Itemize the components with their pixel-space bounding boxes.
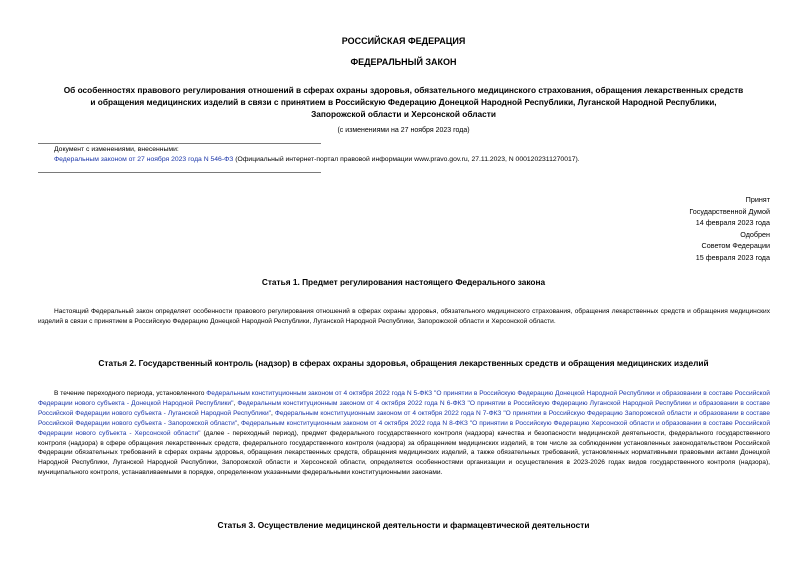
article-1-text: Настоящий Федеральный закон определяет особенности правового регулирования отношений в сферах охраны здоровья, обязательного медицинского страхования, обращения лекарственных средств и обращения медицинских изделий в связи с принятием в Российскую Федерацию Донецкой Народной Республики, Луганской Народной Республики, Запорожской области и Херсонской области. xyxy=(38,308,770,325)
amendments-top-rule xyxy=(38,143,321,144)
adoption-duma: Государственной Думой xyxy=(689,206,770,216)
article-2-text-part-4: , xyxy=(237,419,241,427)
article-1-title: Статья 1. Предмет регулирования настоящего Федерального закона xyxy=(261,277,546,287)
article-3-title: Статья 3. Осуществление медицинской деятельности и фармацевтической деятельности xyxy=(217,520,590,530)
article-2-link-8fkz[interactable]: Федеральным конституционным законом от 4 октября 2022 года N 8-ФКЗ "О принятии в Российскую Федерацию Херсонской области и образовании в составе Российской Федерации нового субъекта - Херсонской области" xyxy=(38,419,770,437)
amendment-link[interactable]: Федеральным законом от 27 ноября 2023 года N 546-ФЗ xyxy=(54,156,234,163)
article-2-text-part-2: , xyxy=(233,399,238,407)
article-2-text-part-3: , xyxy=(271,409,275,417)
article-2-link-5fkz[interactable]: Федеральным конституционным законом от 4 октября 2022 года N 5-ФКЗ "О принятии в Российскую Федерацию Донецкой Народной Республики и образовании в составе Российской Федерации нового субъекта - Донецкой Народной Республики" xyxy=(38,390,770,407)
amendments-bottom-rule xyxy=(38,172,321,173)
amendment-source: (Официальный интернет-портал правовой информации www.pravo.gov.ru, 27.11.2023, N 0001202311270017). xyxy=(233,156,580,163)
adoption-block xyxy=(570,194,770,264)
amended-date-note: (с изменениями на 27 ноября 2023 года) xyxy=(337,127,470,134)
law-title xyxy=(30,84,777,120)
amendments-line xyxy=(54,156,580,163)
law-title-line-2: и обращения медицинских изделий в связи с принятием в Российскую Федерацию Донецкой Народной Республики, Луганской Народной Республики, xyxy=(90,97,717,107)
law-title-line-3: Запорожской области и Херсонской области xyxy=(311,109,496,119)
adoption-approved: Одобрен xyxy=(740,229,770,239)
doc-type-heading: ФЕДЕРАЛЬНЫЙ ЗАКОН xyxy=(350,57,457,67)
article-2-text xyxy=(38,389,770,478)
article-2-text-part-5: (далее - переходный период), предмет федерального государственного контроля (надзора) качества и безопасности медицинской деятельности, федерального государственного контроля (надзора) в сфере обращения лекарственных средств, федерального государственного контроля (надзора) за обращением медицинских изделий, в том числе за соблюдением установленных законодательством Российской Федерации обязательных требований в сферах охраны здоровья, обращения лекарственных средств, обращения медицинских изделий, а также обязательных требований, установленных нормативными правовыми актами Донецкой Народной Республики, Луганской Народной Республики, Запорожской области и Херсонской области, определяется особенностями организации и осуществления в 2023-2026 годах видов государственного контроля (надзора), муниципального контроля, устанавливаемыми в порядке, определенном указанными федеральными конституционными законами. xyxy=(38,429,770,477)
adoption-council: Советом Федерации xyxy=(701,241,770,251)
article-2-text-part-1: В течение переходного периода, установленного xyxy=(54,390,207,397)
country-heading: РОССИЙСКАЯ ФЕДЕРАЦИЯ xyxy=(341,36,466,46)
law-title-line-1: Об особенностях правового регулирования отношений в сферах охраны здоровья, обязательного медицинского страхования, обращения лекарственных средств xyxy=(63,85,744,95)
article-2-title: Статья 2. Государственный контроль (надзор) в сферах охраны здоровья, обращения лекарственных средств и обращения медицинских изделий xyxy=(98,358,709,368)
adoption-council-date: 15 февраля 2023 года xyxy=(695,252,770,262)
article-2-link-6fkz[interactable]: Федеральным конституционным законом от 4 октября 2022 года N 6-ФКЗ "О принятии в Российскую Федерацию Луганской Народной Республики и образовании в составе Российской Федерации нового субъекта - Луганской Народной Республики" xyxy=(38,399,771,417)
adoption-accepted: Принят xyxy=(745,195,770,204)
amendments-intro: Документ с изменениями, внесенными: xyxy=(54,146,179,153)
adoption-duma-date: 14 февраля 2023 года xyxy=(695,218,770,228)
article-2-link-7fkz[interactable]: Федеральным конституционным законом от 4 октября 2022 года N 7-ФКЗ "О принятии в Российскую Федерацию Запорожской области и образовании в составе Российской Федерации нового субъекта - Запорожской области" xyxy=(38,409,770,427)
